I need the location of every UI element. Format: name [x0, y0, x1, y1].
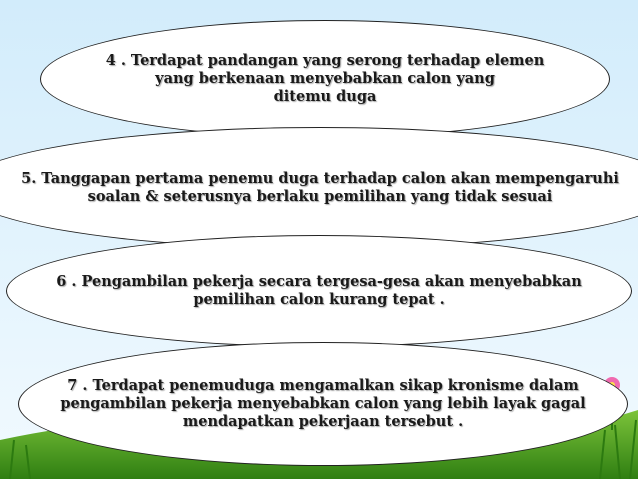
point-4-text: 4 . Terdapat pandangan yang serong terhadap elemen yang berkenaan menyebabkan calon yang ditemu duga: [105, 51, 545, 106]
point-4-oval: [40, 20, 610, 138]
point-7-text: 7 . Terdapat penemuduga mengamalkan sikap kronisme dalam pengambilan pekerja menyebabkan calon yang lebih layak gagal mendapatkan pekerjaan tersebut .: [60, 376, 586, 431]
point-5-oval: [0, 127, 638, 249]
point-6-text: 6 . Pengambilan pekerja secara tergesa-gesa akan menyebabkan pemilihan calon kurang tepat .: [56, 272, 582, 308]
point-7-oval: [18, 342, 628, 466]
point-6-oval: [6, 235, 632, 347]
point-5-text: 5. Tanggapan pertama penemu duga terhadap calon akan mempengaruhi soalan & seterusnya berlaku pemilihan yang tidak sesuai: [21, 169, 619, 205]
